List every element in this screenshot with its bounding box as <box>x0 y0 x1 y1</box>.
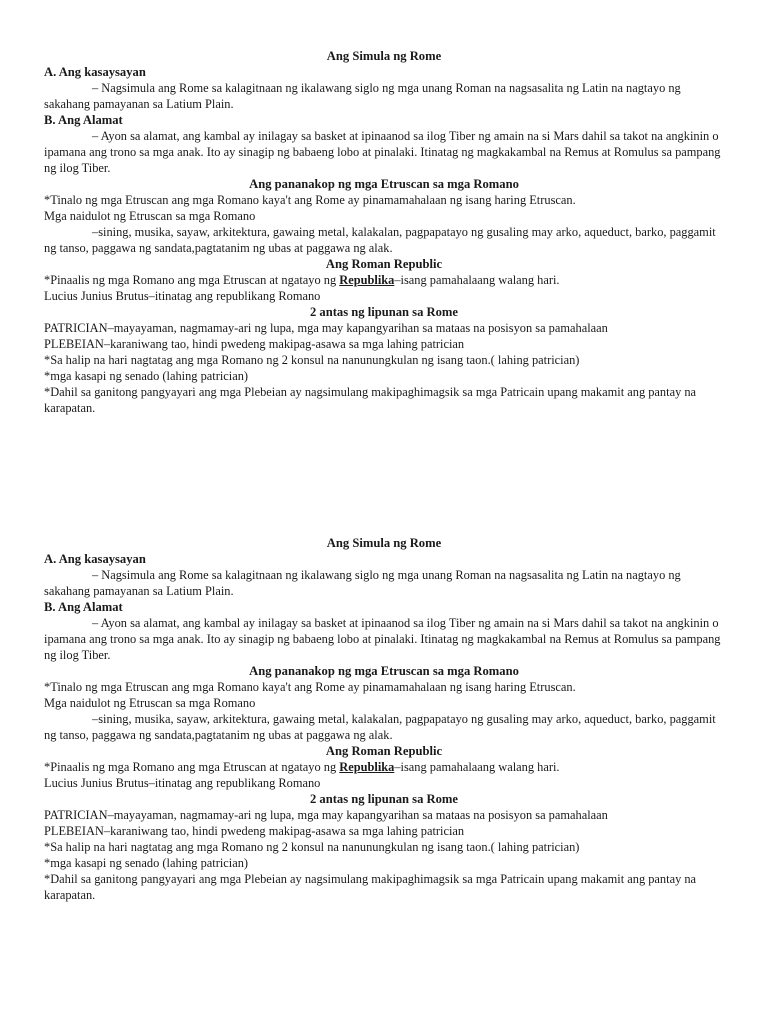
section-b-text: – Ayon sa alamat, ang kambal ay inilagay sa basket at ipinaanod sa ilog Tiber ng amain na si Mars dahil sa takot na angkinin o ipamana ang trono sa mga anak. Ito ay sinagip ng babaeng lobo at pinalaki. Itinatag ng magkakambal na Remus at Romulus sa pampang ng ilog Tiber. <box>44 129 721 175</box>
republika-term: Republika <box>339 273 395 287</box>
document-copy-2 <box>44 535 724 903</box>
republic-line-1 <box>44 759 724 775</box>
etruscan-line-3: –sining, musika, sayaw, arkitektura, gawaing metal, kalakalan, pagpapatayo ng gusaling may arko, aqueduct, barko, paggamit ng tanso, paggawa ng sandata,pagtatanim ng ubas at paggawa ng alak. <box>44 225 716 255</box>
republika-term: Republika <box>339 760 395 774</box>
etruscan-heading: Ang pananakop ng mga Etruscan sa mga Romano <box>249 664 519 678</box>
republic-line-1-after: –isang pamahalaang walang hari. <box>394 760 560 774</box>
section-a-heading: A. Ang kasaysayan <box>44 552 146 566</box>
republic-heading: Ang Roman Republic <box>325 744 443 758</box>
etruscan-line-1: *Tinalo ng mga Etruscan ang mga Romano kaya't ang Rome ay pinamamahalaan ng isang haring Etruscan. <box>44 193 576 207</box>
section-b-heading: B. Ang Alamat <box>44 113 123 127</box>
section-b-text: – Ayon sa alamat, ang kambal ay inilagay sa basket at ipinaanod sa ilog Tiber ng amain na si Mars dahil sa takot na angkinin o ipamana ang trono sa mga anak. Ito ay sinagip ng babaeng lobo at pinalaki. Itinatag ng magkakambal na Remus at Romulus sa pampang ng ilog Tiber. <box>44 616 721 662</box>
antas-line-4: *mga kasapi ng senado (lahing patrician) <box>44 856 249 870</box>
antas-heading: 2 antas ng lipunan sa Rome <box>309 792 458 806</box>
document-copy-1 <box>44 48 724 416</box>
republic-line-2: Lucius Junius Brutus–itinatag ang republikang Romano <box>44 776 321 790</box>
antas-line-5: *Dahil sa ganitong pangyayari ang mga Plebeian ay nagsimulang makipaghimagsik sa mga Patricain upang makamit ang pantay na karapatan. <box>44 872 697 902</box>
republic-line-1-before: *Pinaalis ng mga Romano ang mga Etruscan at ngatayo ng <box>44 760 340 774</box>
antas-line-1: PATRICIAN–mayayaman, nagmamay-ari ng lupa, mga may kapangyarihan sa mataas na posisyon sa pamahalaan <box>44 321 608 335</box>
section-a-text: – Nagsimula ang Rome sa kalagitnaan ng ikalawang siglo ng mga unang Roman na nagsasalita ng Latin na nagtayo ng sakahang pamayanan sa Latium Plain. <box>44 568 681 598</box>
etruscan-heading: Ang pananakop ng mga Etruscan sa mga Romano <box>249 177 519 191</box>
section-a-text: – Nagsimula ang Rome sa kalagitnaan ng ikalawang siglo ng mga unang Roman na nagsasalita ng Latin na nagtayo ng sakahang pamayanan sa Latium Plain. <box>44 81 681 111</box>
antas-line-3: *Sa halip na hari nagtatag ang mga Romano ng 2 konsul na nanunungkulan ng isang taon.( lahing patrician) <box>44 840 580 854</box>
section-b-heading: B. Ang Alamat <box>44 600 123 614</box>
section-a-heading: A. Ang kasaysayan <box>44 65 146 79</box>
republic-line-2: Lucius Junius Brutus–itinatag ang republikang Romano <box>44 289 321 303</box>
document-title: Ang Simula ng Rome <box>326 49 442 63</box>
antas-line-2: PLEBEIAN–karaniwang tao, hindi pwedeng makipag-asawa sa mga lahing patrician <box>44 337 465 351</box>
antas-line-3: *Sa halip na hari nagtatag ang mga Romano ng 2 konsul na nanunungkulan ng isang taon.( lahing patrician) <box>44 353 580 367</box>
antas-heading: 2 antas ng lipunan sa Rome <box>309 305 458 319</box>
republic-heading: Ang Roman Republic <box>325 257 443 271</box>
etruscan-line-1: *Tinalo ng mga Etruscan ang mga Romano kaya't ang Rome ay pinamamahalaan ng isang haring Etruscan. <box>44 680 576 694</box>
republic-line-1-before: *Pinaalis ng mga Romano ang mga Etruscan at ngatayo ng <box>44 273 340 287</box>
etruscan-line-2: Mga naidulot ng Etruscan sa mga Romano <box>44 209 256 223</box>
antas-line-5: *Dahil sa ganitong pangyayari ang mga Plebeian ay nagsimulang makipaghimagsik sa mga Patricain upang makamit ang pantay na karapatan. <box>44 385 697 415</box>
etruscan-line-2: Mga naidulot ng Etruscan sa mga Romano <box>44 696 256 710</box>
antas-line-4: *mga kasapi ng senado (lahing patrician) <box>44 369 249 383</box>
antas-line-2: PLEBEIAN–karaniwang tao, hindi pwedeng makipag-asawa sa mga lahing patrician <box>44 824 465 838</box>
republic-line-1 <box>44 272 724 288</box>
antas-line-1: PATRICIAN–mayayaman, nagmamay-ari ng lupa, mga may kapangyarihan sa mataas na posisyon sa pamahalaan <box>44 808 608 822</box>
republic-line-1-after: –isang pamahalaang walang hari. <box>394 273 560 287</box>
etruscan-line-3: –sining, musika, sayaw, arkitektura, gawaing metal, kalakalan, pagpapatayo ng gusaling may arko, aqueduct, barko, paggamit ng tanso, paggawa ng sandata,pagtatanim ng ubas at paggawa ng alak. <box>44 712 716 742</box>
document-title: Ang Simula ng Rome <box>326 536 442 550</box>
